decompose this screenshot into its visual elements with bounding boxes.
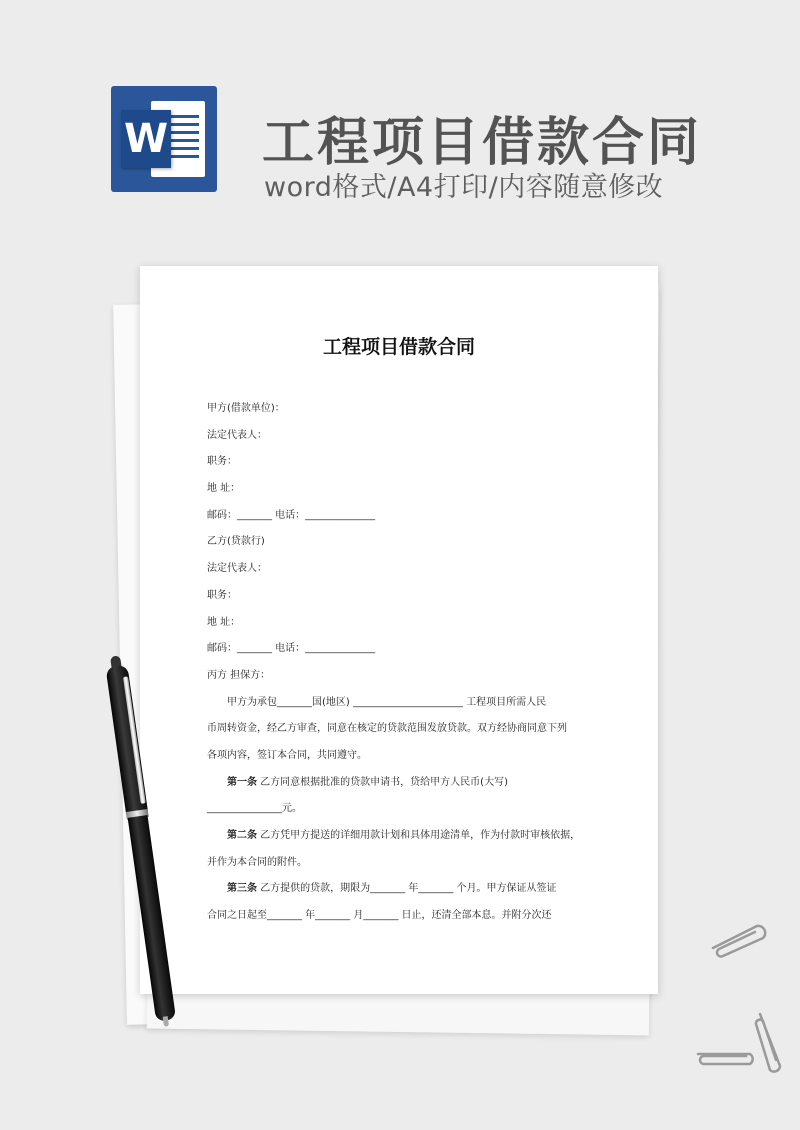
field-line: 法定代表人： [207, 563, 267, 575]
field-line: 甲方(借款单位)： [207, 403, 285, 414]
field-line: 乙方(贷款行) [207, 536, 265, 548]
paragraph-line: 合同之日起至_______ 年_______ 月_______ 日止，还清全部本息。并附分次还 [207, 910, 552, 922]
article-text: 乙方凭甲方提送的详细用款计划和具体用途清单，作为付款时审核依据， [257, 830, 581, 841]
field-line: 地 址： [207, 616, 241, 628]
field-line: 邮码：_______ 电话：______________ [207, 643, 376, 655]
paragraph-line: 并作为本合同的附件。 [207, 856, 307, 868]
article-text: 乙方提供的贷款，期限为_______ 年_______ 个月。甲方保证从签证 [257, 883, 557, 895]
field-line: 职务： [207, 589, 237, 601]
field-line: 地 址： [207, 483, 241, 495]
article-text: 乙方同意根据批准的贷款申请书，贷给甲方人民币(大写) [257, 776, 508, 788]
paperclip-icon [705, 918, 775, 958]
paragraph-line: _______________元。 [207, 803, 302, 815]
article-label: 第三条 [227, 883, 257, 895]
document-page [140, 266, 658, 994]
paperclip-icon [752, 1010, 788, 1076]
page-title: 工程项目借款合同 [262, 113, 703, 173]
article-2 [207, 823, 627, 850]
paragraph-line: 币周转资金，经乙方审查，同意在核定的贷款范围发放贷款。双方经协商同意下列 [207, 723, 567, 735]
field-line: 邮码：_______ 电话：______________ [207, 509, 376, 521]
article-label: 第二条 [227, 830, 257, 841]
paragraph-line: 各项内容，签订本合同，共同遵守。 [207, 749, 367, 761]
field-line: 法定代表人： [207, 429, 267, 441]
word-logo-icon [111, 86, 217, 192]
article-label: 第一条 [227, 776, 257, 788]
article-1 [207, 770, 627, 797]
document-body [207, 396, 627, 930]
page-subtitle: word格式/A4打印/内容随意修改 [264, 172, 664, 203]
paragraph-line: 甲方为承包_______国(地区) ______________________ 工程项目所需人民 [227, 696, 547, 708]
logo-letter: W [123, 116, 169, 162]
paperclip-icon [694, 1042, 760, 1066]
field-line: 职务： [207, 456, 237, 468]
field-line: 丙方 担保方： [207, 669, 271, 681]
article-3 [207, 876, 627, 903]
document-title: 工程项目借款合同 [322, 336, 475, 358]
